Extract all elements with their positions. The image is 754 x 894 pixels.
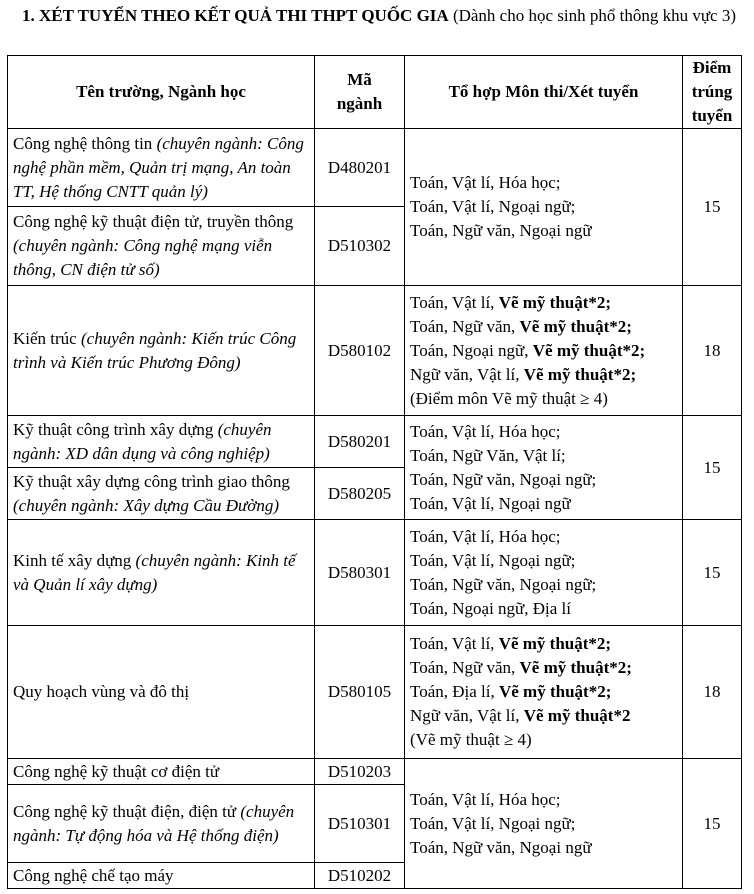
header-combo: Tổ hợp Môn thi/Xét tuyển (405, 56, 683, 129)
major-cell (8, 520, 315, 626)
major-code: D510202 (315, 863, 405, 889)
score-cell: 18 (683, 286, 742, 416)
combo-subjects: Toán, Địa lí, (410, 682, 499, 701)
major-spec: (chuyên ngành: Công nghệ mạng viễn thông, CN điện tử số) (13, 236, 273, 279)
combo-line: Toán, Ngữ văn, Ngoại ngữ (410, 221, 592, 240)
combo-line: Toán, Vật lí, Hóa học; (410, 421, 561, 441)
combo-line: Toán, Ngữ văn, Ngoại ngữ; (410, 469, 597, 489)
combo-line: Toán, Vật lí, Ngoại ngữ; (410, 197, 576, 216)
major-spec: (chuyên ngành: Kinh tế và Quản lí xây dựng) (13, 550, 296, 594)
major-name: Công nghệ chế tạo máy (13, 865, 174, 885)
section-heading-note: (Dành cho học sinh phổ thông khu vực 3) (448, 6, 737, 25)
major-name: Kinh tế xây dựng (13, 550, 136, 570)
section-heading-bold: 1. XÉT TUYỂN THEO KẾT QUẢ THI THPT QUỐC GIA (22, 6, 449, 25)
combo-cell (405, 286, 683, 416)
major-spec: (chuyên ngành: XD dân dụng và công nghiệp) (13, 419, 272, 463)
combo-line (410, 632, 677, 656)
combo-line (410, 656, 677, 680)
table-header-row (8, 56, 742, 129)
major-name: Kiến trúc (13, 328, 81, 348)
section-heading (22, 4, 748, 28)
major-cell (8, 863, 315, 889)
header-school: Tên trường, Ngành học (8, 56, 315, 129)
combo-cell (405, 626, 683, 759)
combo-subjects: Toán, Ngữ văn, (410, 658, 520, 677)
major-cell (8, 468, 315, 520)
combo-cell (405, 129, 683, 286)
combo-line (410, 704, 677, 728)
major-cell (8, 129, 315, 207)
table-row (8, 286, 742, 416)
combo-line (410, 363, 677, 387)
header-code-line2: ngành (336, 94, 383, 113)
major-code: D580301 (315, 520, 405, 626)
combo-drawing: Vẽ mỹ thuật*2; (519, 658, 632, 677)
combo-line (410, 315, 677, 339)
table-row (8, 129, 742, 207)
combo-line: Toán, Ngữ văn, Ngoại ngữ; (410, 574, 597, 594)
major-spec: (chuyên ngành: Công nghệ phần mềm, Quản trị mạng, An toàn TT, Hệ thống CNTT quản lý) (13, 133, 304, 201)
score-cell: 15 (683, 129, 742, 286)
header-score (683, 56, 742, 129)
combo-cell (405, 416, 683, 520)
combo-drawing: Vẽ mỹ thuật*2; (532, 340, 646, 360)
major-name: Công nghệ kỹ thuật cơ điện tử (13, 761, 220, 781)
combo-line: Toán, Vật lí, Hóa học; (410, 173, 561, 192)
header-score-line2: trúng (691, 82, 733, 101)
admission-table (7, 55, 742, 889)
combo-subjects: Toán, Ngữ văn, (410, 316, 520, 336)
major-cell (8, 626, 315, 759)
combo-drawing: Vẽ mỹ thuật*2; (523, 364, 637, 384)
major-name: Kỹ thuật công trình xây dựng (13, 419, 218, 439)
combo-drawing: Vẽ mỹ thuật*2; (519, 316, 632, 336)
header-code-line1: Mã (347, 70, 372, 89)
combo-drawing: Vẽ mỹ thuật*2; (498, 682, 612, 701)
combo-subjects: Toán, Vật lí, (410, 634, 499, 653)
major-code: D510302 (315, 207, 405, 286)
major-name: Quy hoạch vùng và đô thị (13, 682, 190, 701)
combo-subjects: Ngữ văn, Vật lí, (410, 364, 524, 384)
combo-subjects: Toán, Vật lí, (410, 292, 499, 312)
major-code: D580102 (315, 286, 405, 416)
header-score-line3: tuyển (691, 106, 733, 125)
major-name: Kỹ thuật xây dựng công trình giao thông (13, 471, 290, 491)
header-score-line1: Điểm (692, 58, 732, 77)
combo-line: Toán, Vật lí, Hóa học; (410, 789, 561, 809)
header-code (315, 56, 405, 129)
major-code: D580201 (315, 416, 405, 468)
major-cell (8, 286, 315, 416)
combo-line: Toán, Vật lí, Ngoại ngữ; (410, 813, 576, 833)
combo-cell (405, 759, 683, 889)
major-name: Công nghệ kỹ thuật điện tử, truyền thông (13, 212, 294, 231)
major-spec: (chuyên ngành: Xây dựng Cầu Đường) (13, 495, 280, 515)
combo-line (410, 291, 677, 315)
combo-line: (Điểm môn Vẽ mỹ thuật ≥ 4) (410, 388, 608, 408)
major-cell (8, 416, 315, 468)
combo-line: Toán, Ngoại ngữ, Địa lí (410, 598, 571, 618)
combo-line: Toán, Ngữ văn, Ngoại ngữ (410, 837, 592, 857)
major-name: Công nghệ thông tin (13, 133, 157, 153)
major-spec: (chuyên ngành: Tự động hóa và Hệ thống điện) (13, 801, 295, 845)
combo-line: (Vẽ mỹ thuật ≥ 4) (410, 730, 532, 749)
major-code: D480201 (315, 129, 405, 207)
combo-line (410, 339, 677, 363)
combo-line: Toán, Vật lí, Ngoại ngữ; (410, 550, 576, 570)
table-row (8, 416, 742, 468)
score-cell: 15 (683, 520, 742, 626)
table-row (8, 759, 742, 785)
combo-drawing: Vẽ mỹ thuật*2; (498, 292, 612, 312)
combo-line: Toán, Ngữ Văn, Vật lí; (410, 445, 566, 465)
major-spec: (chuyên ngành: Kiến trúc Công trình và Kiến trúc Phương Đông) (13, 328, 297, 372)
major-code: D580205 (315, 468, 405, 520)
table-row (8, 626, 742, 759)
major-code: D580105 (315, 626, 405, 759)
combo-cell (405, 520, 683, 626)
major-name: Công nghệ kỹ thuật điện, điện tử (13, 801, 241, 821)
combo-line (410, 680, 677, 704)
score-cell: 15 (683, 416, 742, 520)
combo-subjects: Toán, Ngoại ngữ, (410, 340, 533, 360)
combo-subjects: Ngữ văn, Vật lí, (410, 706, 524, 725)
major-code: D510203 (315, 759, 405, 785)
combo-drawing: Vẽ mỹ thuật*2 (523, 706, 631, 725)
combo-drawing: Vẽ mỹ thuật*2; (498, 634, 612, 653)
combo-line: Toán, Vật lí, Ngoại ngữ (410, 493, 571, 513)
combo-line: Toán, Vật lí, Hóa học; (410, 526, 561, 546)
table-row (8, 520, 742, 626)
major-cell (8, 207, 315, 286)
major-code: D510301 (315, 785, 405, 863)
score-cell: 15 (683, 759, 742, 889)
major-cell (8, 759, 315, 785)
major-cell (8, 785, 315, 863)
score-cell: 18 (683, 626, 742, 759)
